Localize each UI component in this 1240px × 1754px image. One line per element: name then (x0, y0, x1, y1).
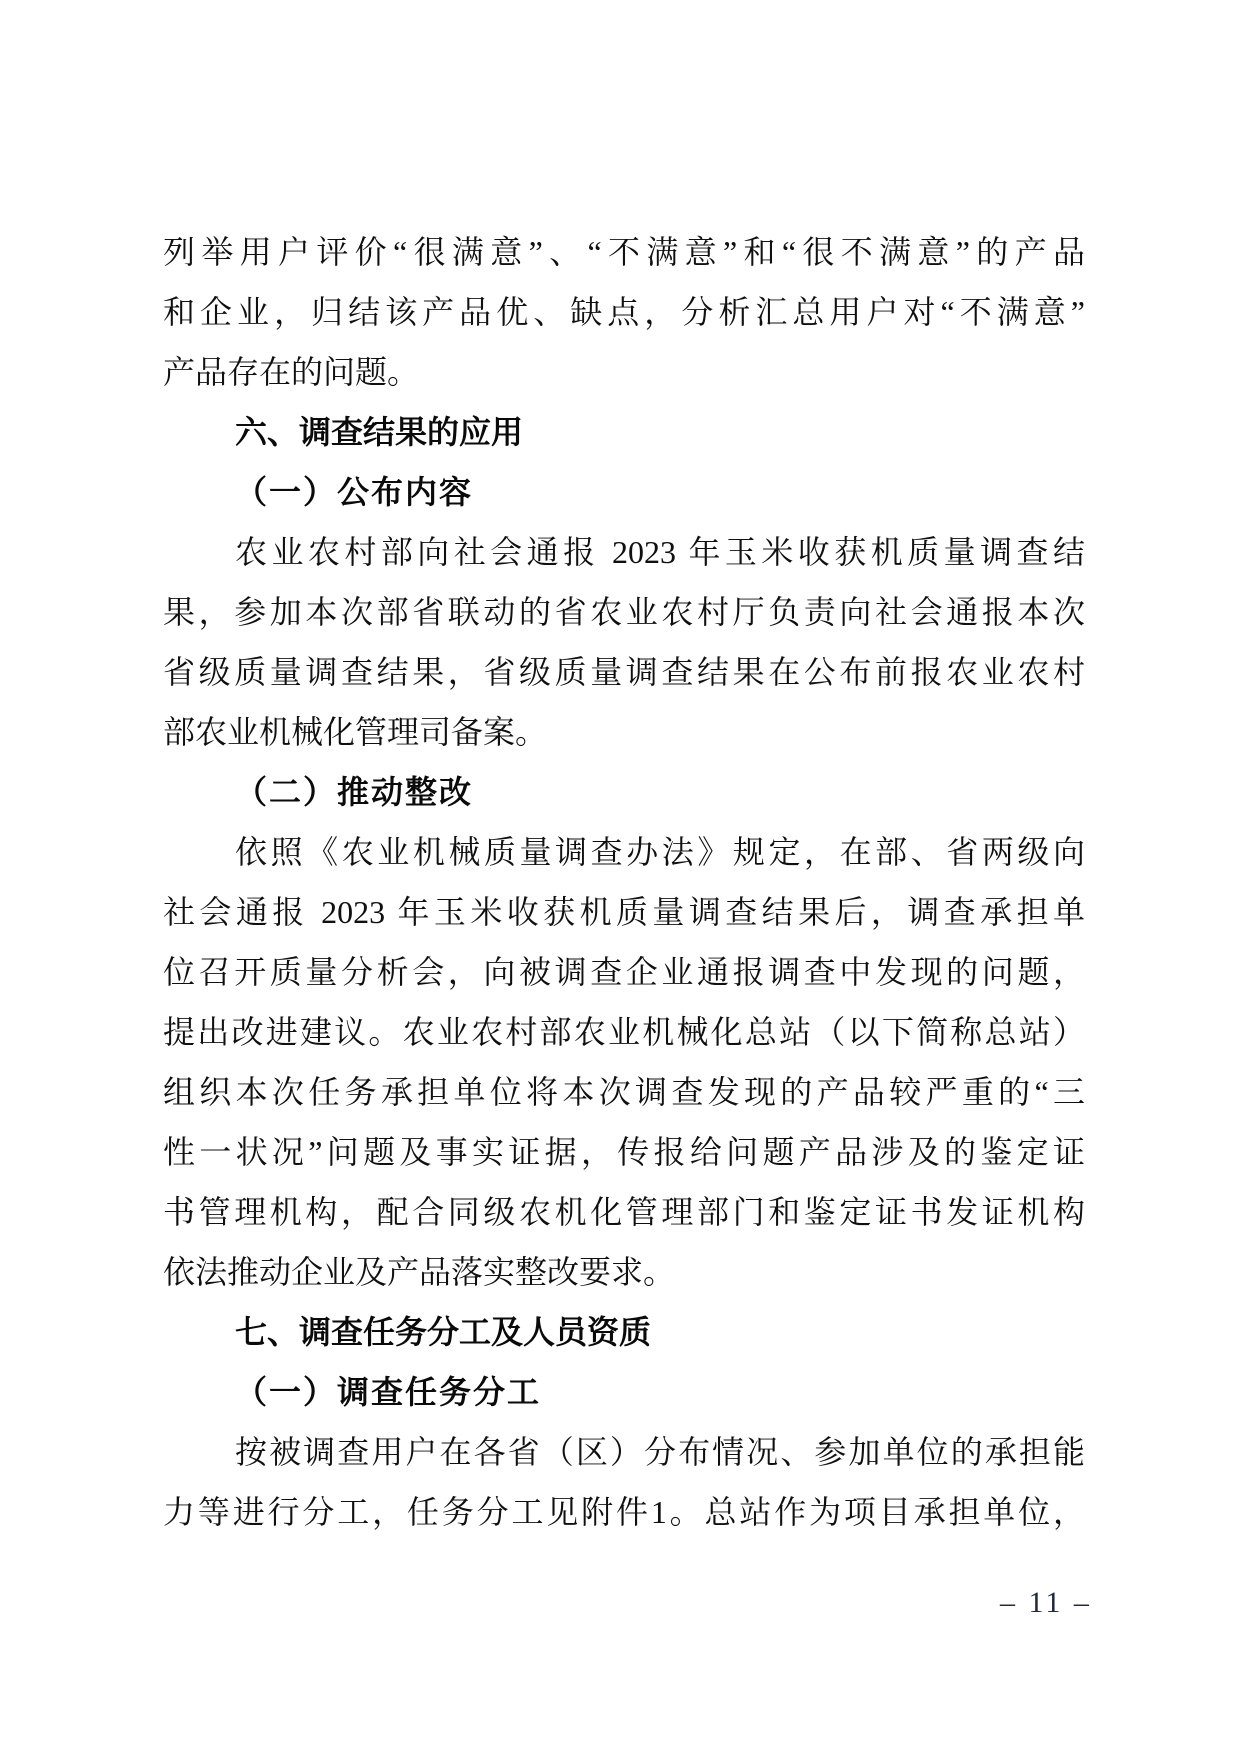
page-number: – 11 – (1000, 1586, 1092, 1619)
subsection-heading: （一）公布内容 (235, 474, 474, 510)
text-line: 力等进行分工，任务分工见附件1。总站作为项目承担单位， (163, 1494, 1085, 1530)
document-body (163, 222, 1085, 1542)
text-line: 依法推动企业及产品落实整改要求。 (163, 1254, 676, 1290)
subsection-heading: （一）调查任务分工 (235, 1374, 542, 1410)
text-line: 按被调查用户在各省（区）分布情况、参加单位的承担能 (235, 1434, 1085, 1470)
text-line: 农业农村部向社会通报 2023 年玉米收获机质量调查结 (235, 534, 1085, 570)
text-line: 部农业机械化管理司备案。 (163, 714, 548, 750)
text-line: 性一状况”问题及事实证据，传报给问题产品涉及的鉴定证 (163, 1134, 1085, 1170)
text-line: 依照《农业机械质量调查办法》规定，在部、省两级向 (235, 834, 1085, 870)
subsection-heading: （二）推动整改 (235, 774, 474, 810)
text-line: 社会通报 2023 年玉米收获机质量调查结果后，调查承担单 (163, 894, 1085, 930)
text-line: 省级质量调查结果，省级质量调查结果在公布前报农业农村 (163, 654, 1085, 690)
text-line: 和企业，归结该产品优、缺点，分析汇总用户对“不满意” (163, 294, 1085, 330)
section-heading: 六、调查结果的应用 (235, 414, 524, 450)
text-line: 位召开质量分析会，向被调查企业通报调查中发现的问题， (163, 954, 1085, 990)
text-line: 产品存在的问题。 (163, 354, 420, 390)
text-line: 提出改进建议。农业农村部农业机械化总站（以下简称总站） (163, 1014, 1085, 1050)
text-line: 列举用户评价“很满意”、“不满意”和“很不满意”的产品 (163, 234, 1085, 270)
text-line: 书管理机构，配合同级农机化管理部门和鉴定证书发证机构 (163, 1194, 1085, 1230)
text-line: 组织本次任务承担单位将本次调查发现的产品较严重的“三 (163, 1074, 1085, 1110)
text-line: 果，参加本次部省联动的省农业农村厅负责向社会通报本次 (163, 594, 1085, 630)
section-heading: 七、调查任务分工及人员资质 (235, 1314, 652, 1350)
